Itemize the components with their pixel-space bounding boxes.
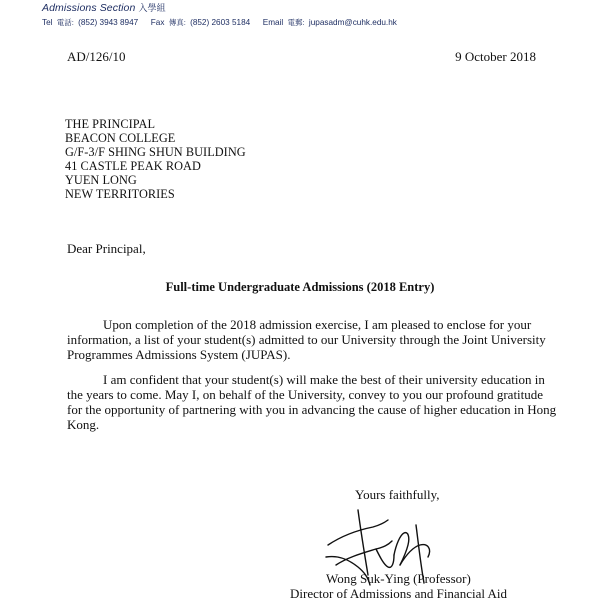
- letterhead: [42, 2, 562, 28]
- salutation: Dear Principal,: [67, 241, 146, 256]
- closing: Yours faithfully,: [355, 487, 440, 502]
- paragraph-line: information, a list of your student(s) admitted to our University through the Joint University: [67, 332, 546, 347]
- subject-heading: Full-time Undergraduate Admissions (2018 Entry): [165, 280, 435, 294]
- fax-label-chinese: 傳真:: [168, 18, 186, 27]
- fax-label: Fax: [150, 18, 165, 27]
- address-line: G/F-3/F SHING SHUN BUILDING: [65, 145, 246, 159]
- tel-label-chinese: 電話:: [56, 18, 74, 27]
- section-name-chinese: 入學組: [138, 3, 166, 13]
- address-line: BEACON COLLEGE: [65, 131, 176, 145]
- tel-label: Tel: [42, 18, 53, 27]
- address-line: 41 CASTLE PEAK ROAD: [65, 159, 201, 173]
- letterhead-contacts: [42, 18, 562, 28]
- paragraph-1: [67, 317, 545, 362]
- email-label: Email: [262, 18, 284, 27]
- recipient-address: [65, 117, 246, 201]
- reference-number: AD/126/10: [67, 49, 126, 64]
- paragraph-line: I am confident that your student(s) will make the best of their university education in: [103, 372, 545, 387]
- paragraph-line: Programmes Admissions System (JUPAS).: [67, 347, 291, 362]
- paragraph-line: for the opportunity of partnering with you in advancing the cause of higher education in Hong: [67, 402, 557, 417]
- paragraph-line: Upon completion of the 2018 admission exercise, I am pleased to enclose for your: [103, 317, 532, 332]
- address-line: NEW TERRITORIES: [65, 187, 175, 201]
- email-label-chinese: 電郵:: [287, 18, 305, 27]
- fax-number: (852) 2603 5184: [190, 18, 251, 27]
- section-name: Admissions Section: [42, 2, 136, 14]
- signer-name: Wong Suk-Ying (Professor): [326, 571, 471, 586]
- letterhead-section: [42, 2, 562, 14]
- paragraph-2: [67, 372, 557, 432]
- paragraph-line: the years to come. May I, on behalf of the University, convey to you our profound gratitude: [67, 387, 544, 402]
- address-line: THE PRINCIPAL: [65, 117, 156, 131]
- address-line: YUEN LONG: [65, 173, 137, 187]
- email-address: jupasadm@cuhk.edu.hk: [308, 18, 397, 27]
- letter-date: 9 October 2018: [455, 49, 536, 64]
- paragraph-line: Kong.: [67, 417, 100, 432]
- tel-number: (852) 3943 8947: [78, 18, 139, 27]
- signer-title: Director of Admissions and Financial Aid: [290, 586, 508, 600]
